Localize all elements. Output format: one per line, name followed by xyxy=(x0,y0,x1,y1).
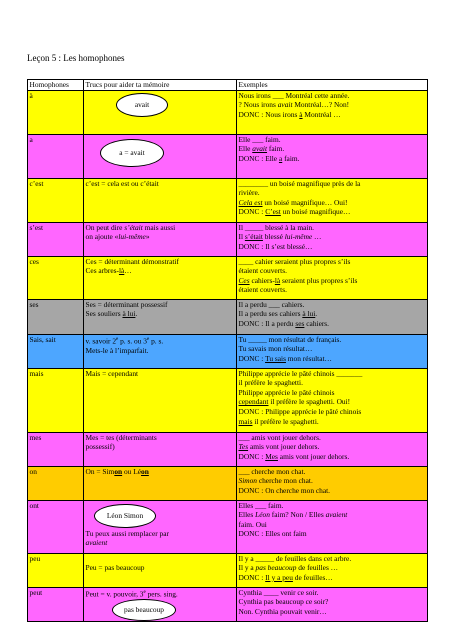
tip-line: Ses = déterminant possessif xyxy=(85,299,168,309)
table-row xyxy=(28,553,428,587)
homophone-cell: ont xyxy=(28,500,84,553)
tip-line: Ses souliers à lui. xyxy=(85,309,138,319)
example-line: DONC : Philippe apprécie le pâté chinois xyxy=(238,406,362,416)
homophone-cell: peut xyxy=(28,587,84,621)
example-line: ____ cahier seraient plus propres s’ils xyxy=(238,256,351,266)
example-cell xyxy=(237,587,428,621)
thought-cloud: a = avait xyxy=(100,139,164,167)
tip-line: Peu = pas beaucoup xyxy=(85,562,145,572)
homophone-cell: s’est xyxy=(28,222,84,256)
example-cell xyxy=(237,553,428,587)
example-cell xyxy=(237,368,428,432)
tip-cell xyxy=(84,587,237,621)
example-cell xyxy=(237,432,428,466)
tip-line: c’est = cela est ou c’était xyxy=(85,178,159,188)
example-cell xyxy=(237,299,428,334)
example-line: Elle avait faim. xyxy=(238,144,285,154)
example-cell xyxy=(237,178,428,222)
tip-cell xyxy=(84,222,237,256)
example-line: faim. Oui xyxy=(238,519,267,529)
homophone-cell: mes xyxy=(28,432,84,466)
tip-cell xyxy=(84,90,237,134)
example-line: Tes amis vont jouer dehors. xyxy=(238,442,320,452)
tip-line: Ces = déterminant démonstratif xyxy=(85,256,179,266)
header-homophones: Homophones xyxy=(28,80,84,91)
example-line: DONC : Elle a faim. xyxy=(238,153,300,163)
tip-cell xyxy=(84,432,237,466)
homophone-cell: a xyxy=(28,134,84,178)
example-line: DONC : C’est un boisé magnifique… xyxy=(238,207,351,217)
tip-cell xyxy=(84,134,237,178)
thought-cloud: Léon Simon xyxy=(94,504,156,528)
example-cell xyxy=(237,466,428,500)
example-line: Simon cherche mon chat. xyxy=(238,476,313,486)
table-row xyxy=(28,178,428,222)
thought-cloud: avait xyxy=(116,93,168,117)
example-cell xyxy=(237,134,428,178)
homophone-cell: peu xyxy=(28,553,84,587)
example-line: Il a perdu ___ cahiers. xyxy=(238,299,305,309)
example-line: DONC : Il s’est blessé… xyxy=(238,241,313,251)
table-row xyxy=(28,134,428,178)
example-line: ___ amis vont jouer dehors. xyxy=(238,432,321,442)
example-line: Il y a pas beaucoup de feuilles … xyxy=(238,563,339,573)
homophone-cell: ces xyxy=(28,256,84,299)
example-line: mais il préfère le spaghetti. xyxy=(238,416,319,426)
example-cell xyxy=(237,500,428,553)
example-line: Cynthia pas beaucoup ce soir? xyxy=(238,597,329,607)
example-cell xyxy=(237,256,428,299)
thought-cloud: pas beaucoup xyxy=(112,599,176,621)
table-row xyxy=(28,90,428,134)
example-line: Il _____ blessé à la main. xyxy=(238,222,315,232)
tip-cell xyxy=(84,256,237,299)
tip-line: avaient xyxy=(85,538,108,548)
example-line: Elles ___ faim. xyxy=(238,500,284,510)
example-line: DONC : Mes amis vont jouer dehors. xyxy=(238,451,350,461)
tip-cell xyxy=(84,466,237,500)
tip-line: Mets-le à l’imparfait. xyxy=(85,345,149,355)
example-line: cependant il préfère le spaghetti. Oui! xyxy=(238,397,351,407)
tip-line: Ces arbres-là… xyxy=(85,266,132,276)
table-row xyxy=(28,587,428,621)
table-row xyxy=(28,368,428,432)
header-trucs: Trucs pour aider ta mémoire xyxy=(84,80,237,91)
example-cell xyxy=(237,90,428,134)
example-line: DONC : Nous irons à Montréal … xyxy=(238,109,341,119)
tip-line: Mes = tes (déterminants xyxy=(85,432,157,442)
tip-cell xyxy=(84,334,237,368)
example-line: DONC : On cherche mon chat. xyxy=(238,485,331,495)
tip-cell xyxy=(84,178,237,222)
example-line: Il s’était blessé lui-même … xyxy=(238,232,322,242)
homophone-cell: à xyxy=(28,90,84,134)
example-line: Non. Cynthia pouvait venir… xyxy=(238,606,327,616)
example-line: Philippe apprécie le pâté chinois xyxy=(238,387,335,397)
tip-line: Tu peux aussi remplacer par xyxy=(85,528,169,538)
header-exemples: Exemples xyxy=(237,80,428,91)
tip-cell xyxy=(84,299,237,334)
table-row xyxy=(28,334,428,368)
table-row xyxy=(28,222,428,256)
table-row xyxy=(28,432,428,466)
table-row xyxy=(28,256,428,299)
tip-line: Peut = v. pouvoir, 3e pers. sing. xyxy=(85,589,178,599)
example-line: ___ cherche mon chat. xyxy=(238,466,306,476)
example-line: Ces cahiers-là seraient plus propres s’ils xyxy=(238,275,358,285)
homophones-table xyxy=(27,79,428,622)
tip-line: v. savoir 2e p. s. ou 3e p. s. xyxy=(85,336,164,346)
example-line: Il a perdu ses cahiers à lui. xyxy=(238,309,318,319)
example-line: étaient couverts. xyxy=(238,266,287,276)
example-line: Elles Léon faim? Non / Elles avaient xyxy=(238,510,348,520)
tip-line: On = Simon ou Léon xyxy=(85,466,149,476)
example-line: Cela est un boisé magnifique… Oui! xyxy=(238,197,348,207)
tip-line: On peut dire s’était mais aussi xyxy=(85,222,176,232)
example-cell xyxy=(237,334,428,368)
tip-line: on ajoute «lui-même» xyxy=(85,232,150,242)
example-line: DONC : Elles ont faim xyxy=(238,529,307,539)
example-line: Cynthia ____ venir ce soir. xyxy=(238,587,319,597)
tip-cell xyxy=(84,368,237,432)
example-line: Elle ___ faim. xyxy=(238,134,281,144)
tip-line: possessif) xyxy=(85,442,115,452)
example-line: Tu savais mon résultat… xyxy=(238,344,313,354)
example-line: DONC : Il a perdu ses cahiers. xyxy=(238,318,330,328)
example-line: Tu _____ mon résultat de français. xyxy=(238,334,342,344)
example-line: Nous irons ___ Montréal cette année. xyxy=(238,90,350,100)
table-row xyxy=(28,500,428,553)
example-line: Il y a _____ de feuilles dans cet arbre. xyxy=(238,553,352,563)
example-line: étaient couverts. xyxy=(238,285,287,295)
table-row xyxy=(28,299,428,334)
homophone-cell: mais xyxy=(28,368,84,432)
example-line: ________ un boisé magnifique près de la xyxy=(238,178,361,188)
tip-cell xyxy=(84,553,237,587)
table-header-row xyxy=(28,80,428,91)
example-line: rivière. xyxy=(238,188,260,198)
example-line: DONC : Il y a peu de feuilles… xyxy=(238,572,333,582)
homophone-cell: on xyxy=(28,466,84,500)
example-cell xyxy=(237,222,428,256)
example-line: il préfère le spaghetti. xyxy=(238,378,303,388)
homophone-cell: c’est xyxy=(28,178,84,222)
tip-cell xyxy=(84,500,237,553)
homophone-cell: Sais, sait xyxy=(28,334,84,368)
example-line: Philippe apprécie le pâté chinois _______ xyxy=(238,368,363,378)
example-line: ? Nous irons avait Montréal…? Non! xyxy=(238,100,350,110)
homophone-cell: ses xyxy=(28,299,84,334)
example-line: DONC : Tu sais mon résultat… xyxy=(238,353,332,363)
table-row xyxy=(28,466,428,500)
tip-line: Mais = cependant xyxy=(85,368,139,378)
page-title: Leçon 5 : Les homophones xyxy=(27,53,125,63)
